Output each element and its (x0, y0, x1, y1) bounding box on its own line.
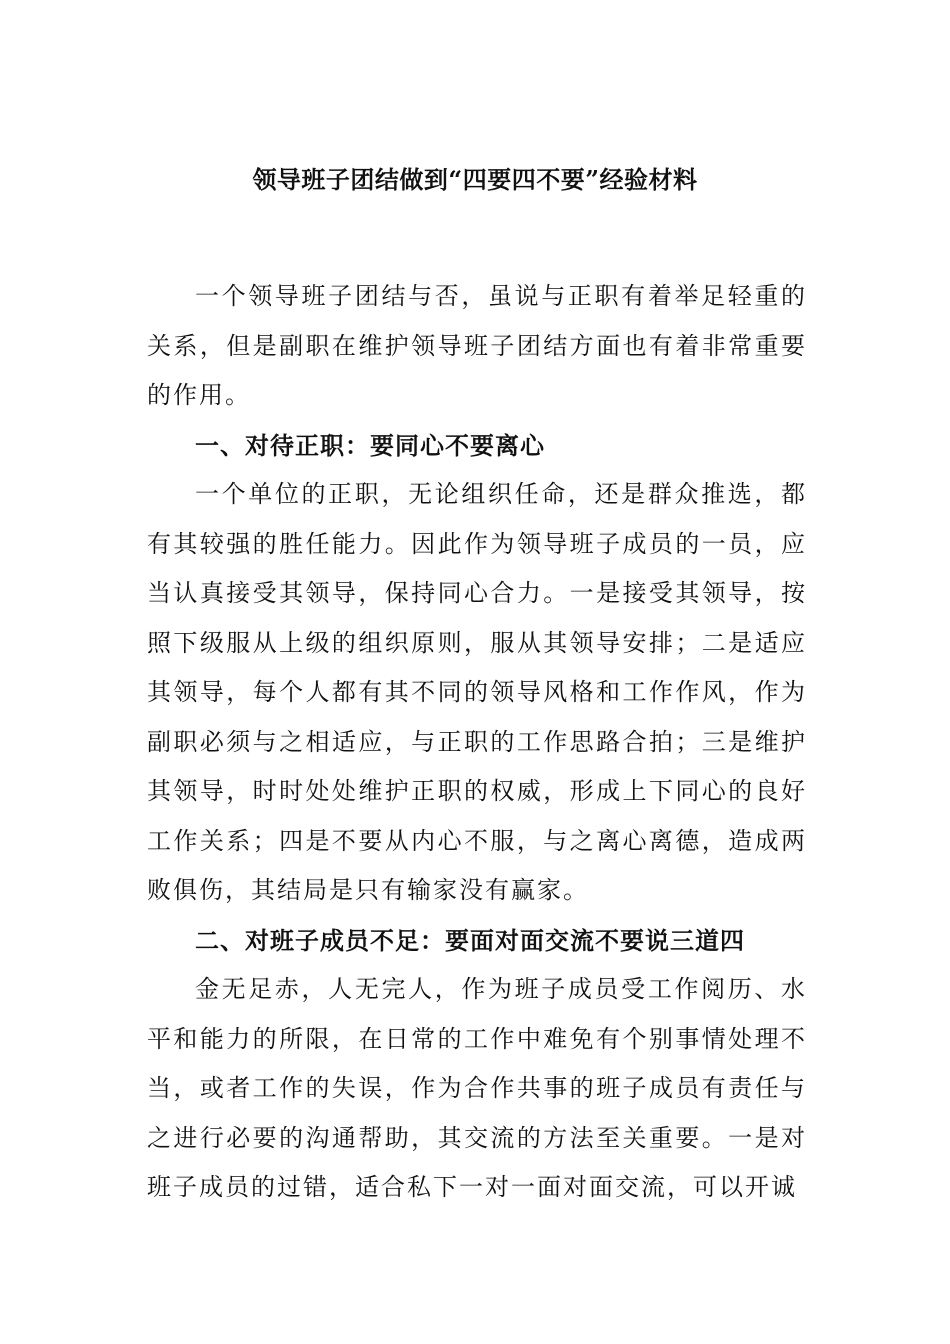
section-2-heading: 二、对班子成员不足：要面对面交流不要说三道四 (195, 925, 745, 955)
section-2-paragraph: 金无足赤，人无完人，作为班子成员受工作阅历、水平和能力的所限，在日常的工作中难免有个别事情处理不当，或者工作的失误，作为合作共事的班子成员有责任与之进行必要的沟通帮助，其交流的方法至关重要。一是对班子成员的过错，适合私下一对一面对面交流，可以开诚 (147, 975, 807, 1201)
section-1-paragraph: 一个单位的正职，无论组织任命，还是群众推选，都有其较强的胜任能力。因此作为领导班子成员的一员，应当认真接受其领导，保持同心合力。一是接受其领导，按照下级服从上级的组织原则，服从其领导安排；二是适应其领导，每个人都有其不同的领导风格和工作作风，作为副职必须与之相适应，与正职的工作思路合拍；三是维护其领导，时时处处维护正职的权威，形成上下同心的良好工作关系；四是不要从内心不服，与之离心离德，造成两败俱伤，其结局是只有输家没有赢家。 (147, 480, 807, 904)
section-1-heading: 一、对待正职：要同心不要离心 (195, 430, 545, 460)
document-body (147, 272, 807, 1213)
document-title: 领导班子团结做到“四要四不要”经验材料 (252, 165, 698, 194)
intro-paragraph: 一个领导班子团结与否，虽说与正职有着举足轻重的关系，但是副职在维护领导班子团结方面也有着非常重要的作用。 (147, 282, 807, 409)
